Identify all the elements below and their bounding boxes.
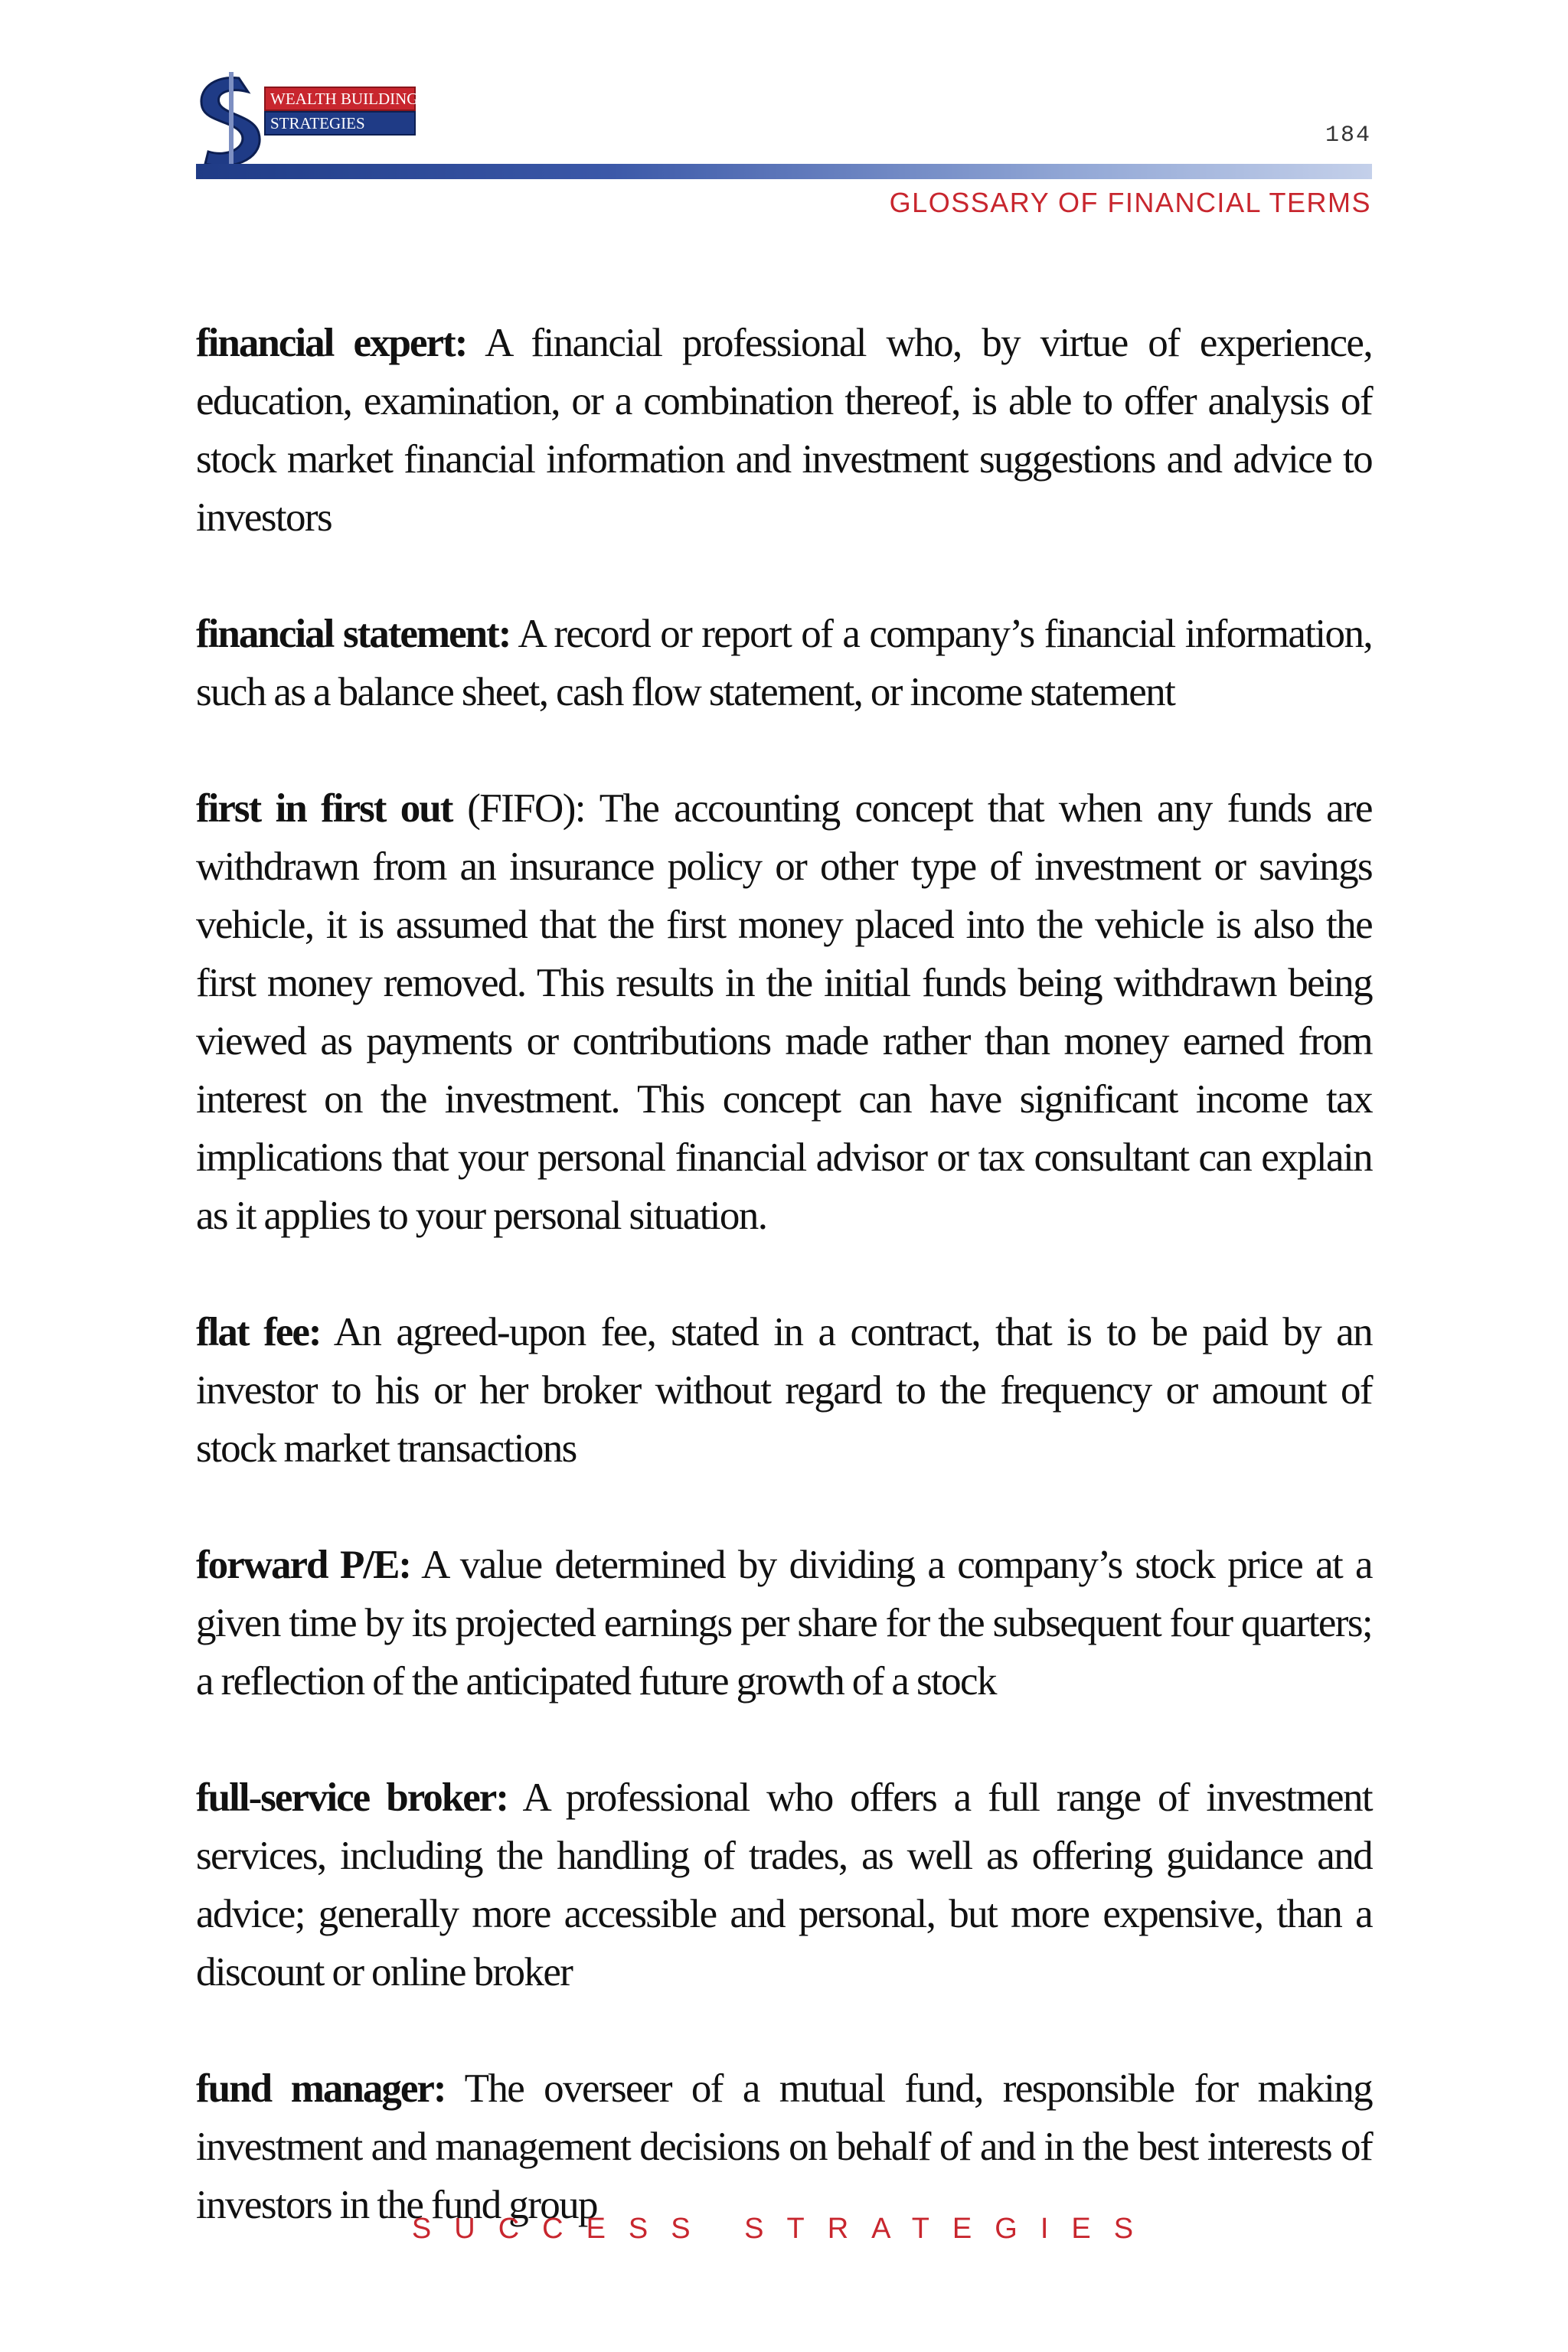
glossary-term: first in first out <box>196 786 452 831</box>
page-header <box>0 0 1568 230</box>
glossary-term: financial statement: <box>196 612 511 656</box>
glossary-entry-financial-statement <box>196 605 1372 721</box>
glossary-term: fund manager: <box>196 2066 446 2111</box>
glossary-list <box>196 314 1372 2292</box>
glossary-term: financial expert: <box>196 321 467 365</box>
glossary-definition: The overseer of a mutual fund, responsible for making investment and management decisions on behalf of and in the best interests of investors in the fund group <box>196 2066 1372 2227</box>
glossary-definition: A record or report of a company’s financial information, such as a balance sheet, cash flow statement, or income statement <box>196 612 1373 714</box>
glossary-entry-first-in-first-out <box>196 779 1372 1245</box>
footer-success-strategies: SUCCESS STRATEGIES <box>411 2213 1157 2245</box>
glossary-definition: The accounting concept that when any funds are withdrawn from an insurance policy or other type of investment or savings vehicle, it is assumed that the first money placed into the vehicle is also the first money removed. This results in the initial funds being withdrawn being viewed as payments or contributions made rather than money earned from interest on the investment. This concept can have significant income tax implications that your personal financial advisor or tax consultant can explain as it applies to your personal situation. <box>196 786 1372 1238</box>
glossary-entry-financial-expert <box>196 314 1372 547</box>
glossary-definition: A professional who offers a full range of investment services, including the handling of trades, as well as offering guidance and advice; generally more accessible and personal, but more expensive, than a discount or online broker <box>196 1775 1372 1994</box>
glossary-definition: A financial professional who, by virtue of experience, education, examination, or a combination thereof, is able to offer analysis of stock market financial information and investment suggestions and advice to investors <box>196 321 1372 540</box>
header-rule <box>196 164 1372 179</box>
glossary-entry-forward-pe <box>196 1536 1372 1710</box>
glossary-entry-flat-fee <box>196 1303 1372 1478</box>
logo-text-wealth-building: WEALTH BUILDING <box>270 90 419 108</box>
page-number: 184 <box>1325 122 1371 149</box>
glossary-definition: An agreed-upon fee, stated in a contract, that is to be paid by an investor to his or her broker without regard to the frequency or amount of stock market transactions <box>196 1310 1372 1471</box>
glossary-term-abbreviation: (FIFO): <box>452 786 585 831</box>
wealth-building-strategies-logo <box>191 67 421 168</box>
section-title: GLOSSARY OF FINANCIAL TERMS <box>889 187 1371 218</box>
glossary-term: full-service broker: <box>196 1775 508 1820</box>
glossary-entry-full-service-broker <box>196 1769 1372 2001</box>
glossary-term: flat fee: <box>196 1310 321 1354</box>
glossary-term: forward P/E: <box>196 1543 411 1587</box>
glossary-definition: A value determined by dividing a company’s stock price at a given time by its projected earnings per share for the subsequent four quarters; a reflection of the anticipated future growth of a stock <box>196 1543 1372 1704</box>
logo-text-strategies: STRATEGIES <box>270 114 365 132</box>
glossary-entry-fund-manager <box>196 2060 1372 2234</box>
